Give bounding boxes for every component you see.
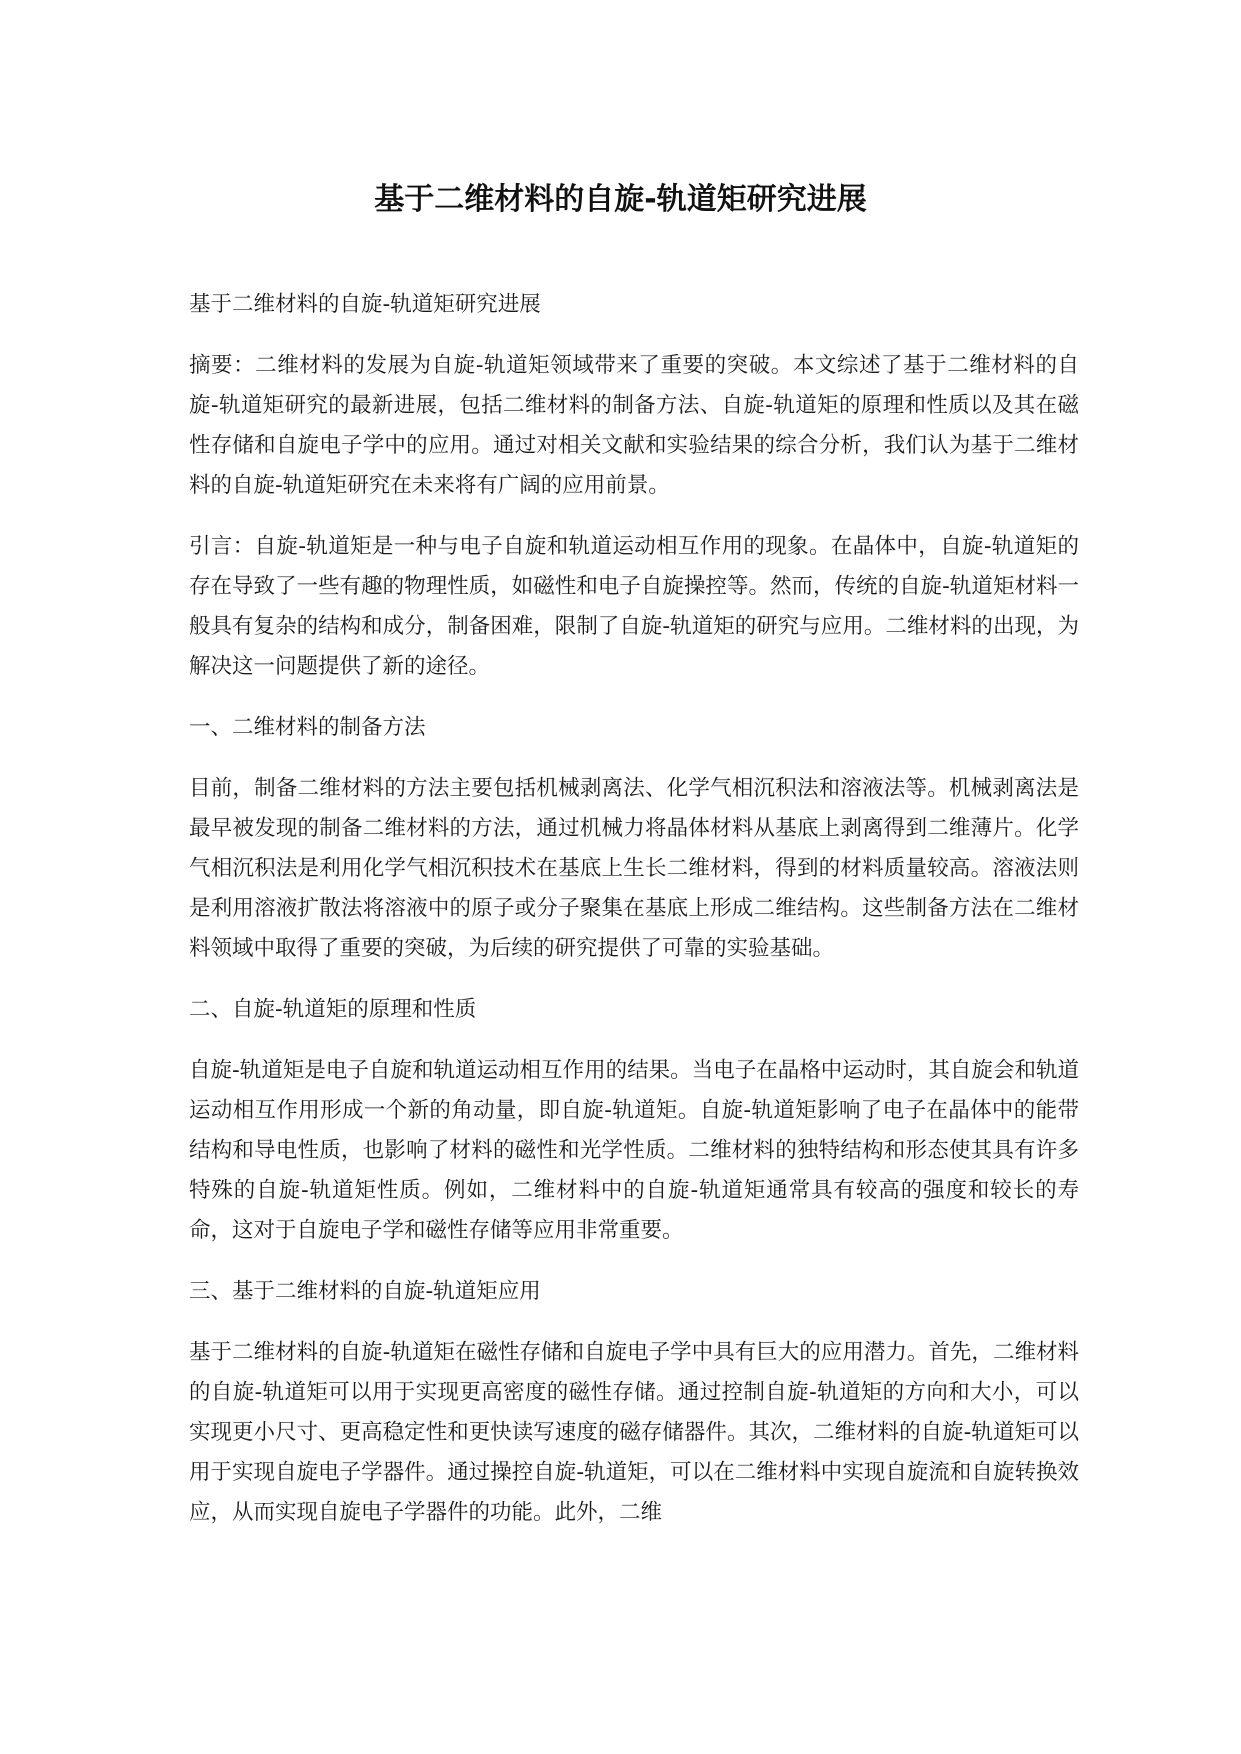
document-subtitle: 基于二维材料的自旋-轨道矩研究进展 xyxy=(189,292,541,317)
section-body-principle: 自旋-轨道矩是电子自旋和轨道运动相互作用的结果。当电子在晶格中运动时，其自旋会和轨道运动相互作用形成一个新的角动量，即自旋-轨道矩。自旋-轨道矩影响了电子在晶体中的能带结构和导电性质，也影响了材料的磁性和光学性质。二维材料的独特结构和形态使其具有许多特殊的自旋-轨道矩性质。例如，二维材料中的自旋-轨道矩通常具有较高的强度和较长的寿命，这对于自旋电子学和磁性存储等应用非常重要。 xyxy=(189,1058,1079,1243)
section-body-application: 基于二维材料的自旋-轨道矩在磁性存储和自旋电子学中具有巨大的应用潜力。首先，二维材料的自旋-轨道矩可以用于实现更高密度的磁性存储。通过控制自旋-轨道矩的方向和大小，可以实现更小尺寸、更高稳定性和更快读写速度的磁存储器件。其次，二维材料的自旋-轨道矩可以用于实现自旋电子学器件。通过操控自旋-轨道矩，可以在二维材料中实现自旋流和自旋转换效应，从而实现自旋电子学器件的功能。此外，二维 xyxy=(189,1340,1079,1525)
section-heading-application: 三、基于二维材料的自旋-轨道矩应用 xyxy=(189,1279,541,1304)
section-heading-preparation: 一、二维材料的制备方法 xyxy=(189,715,426,740)
abstract-paragraph: 摘要：二维材料的发展为自旋-轨道矩领域带来了重要的突破。本文综述了基于二维材料的自旋-轨道矩研究的最新进展，包括二维材料的制备方法、自旋-轨道矩的原理和性质以及其在磁性存储和自旋电子学中的应用。通过对相关文献和实验结果的综合分析，我们认为基于二维材料的自旋-轨道矩研究在未来将有广阔的应用前景。 xyxy=(189,353,1079,498)
document-body xyxy=(189,285,1079,1554)
page-title: 基于二维材料的自旋-轨道矩研究进展 xyxy=(374,182,867,217)
introduction-paragraph: 引言：自旋-轨道矩是一种与电子自旋和轨道运动相互作用的现象。在晶体中，自旋-轨道矩的存在导致了一些有趣的物理性质，如磁性和电子自旋操控等。然而，传统的自旋-轨道矩材料一般具有复杂的结构和成分，制备困难，限制了自旋-轨道矩的研究与应用。二维材料的出现，为解决这一问题提供了新的途径。 xyxy=(189,534,1079,679)
section-body-preparation: 目前，制备二维材料的方法主要包括机械剥离法、化学气相沉积法和溶液法等。机械剥离法是最早被发现的制备二维材料的方法，通过机械力将晶体材料从基底上剥离得到二维薄片。化学气相沉积法是利用化学气相沉积技术在基底上生长二维材料，得到的材料质量较高。溶液法则是利用溶液扩散法将溶液中的原子或分子聚集在基底上形成二维结构。这些制备方法在二维材料领域中取得了重要的突破，为后续的研究提供了可靠的实验基础。 xyxy=(189,776,1079,961)
section-heading-principle: 二、自旋-轨道矩的原理和性质 xyxy=(189,997,477,1022)
